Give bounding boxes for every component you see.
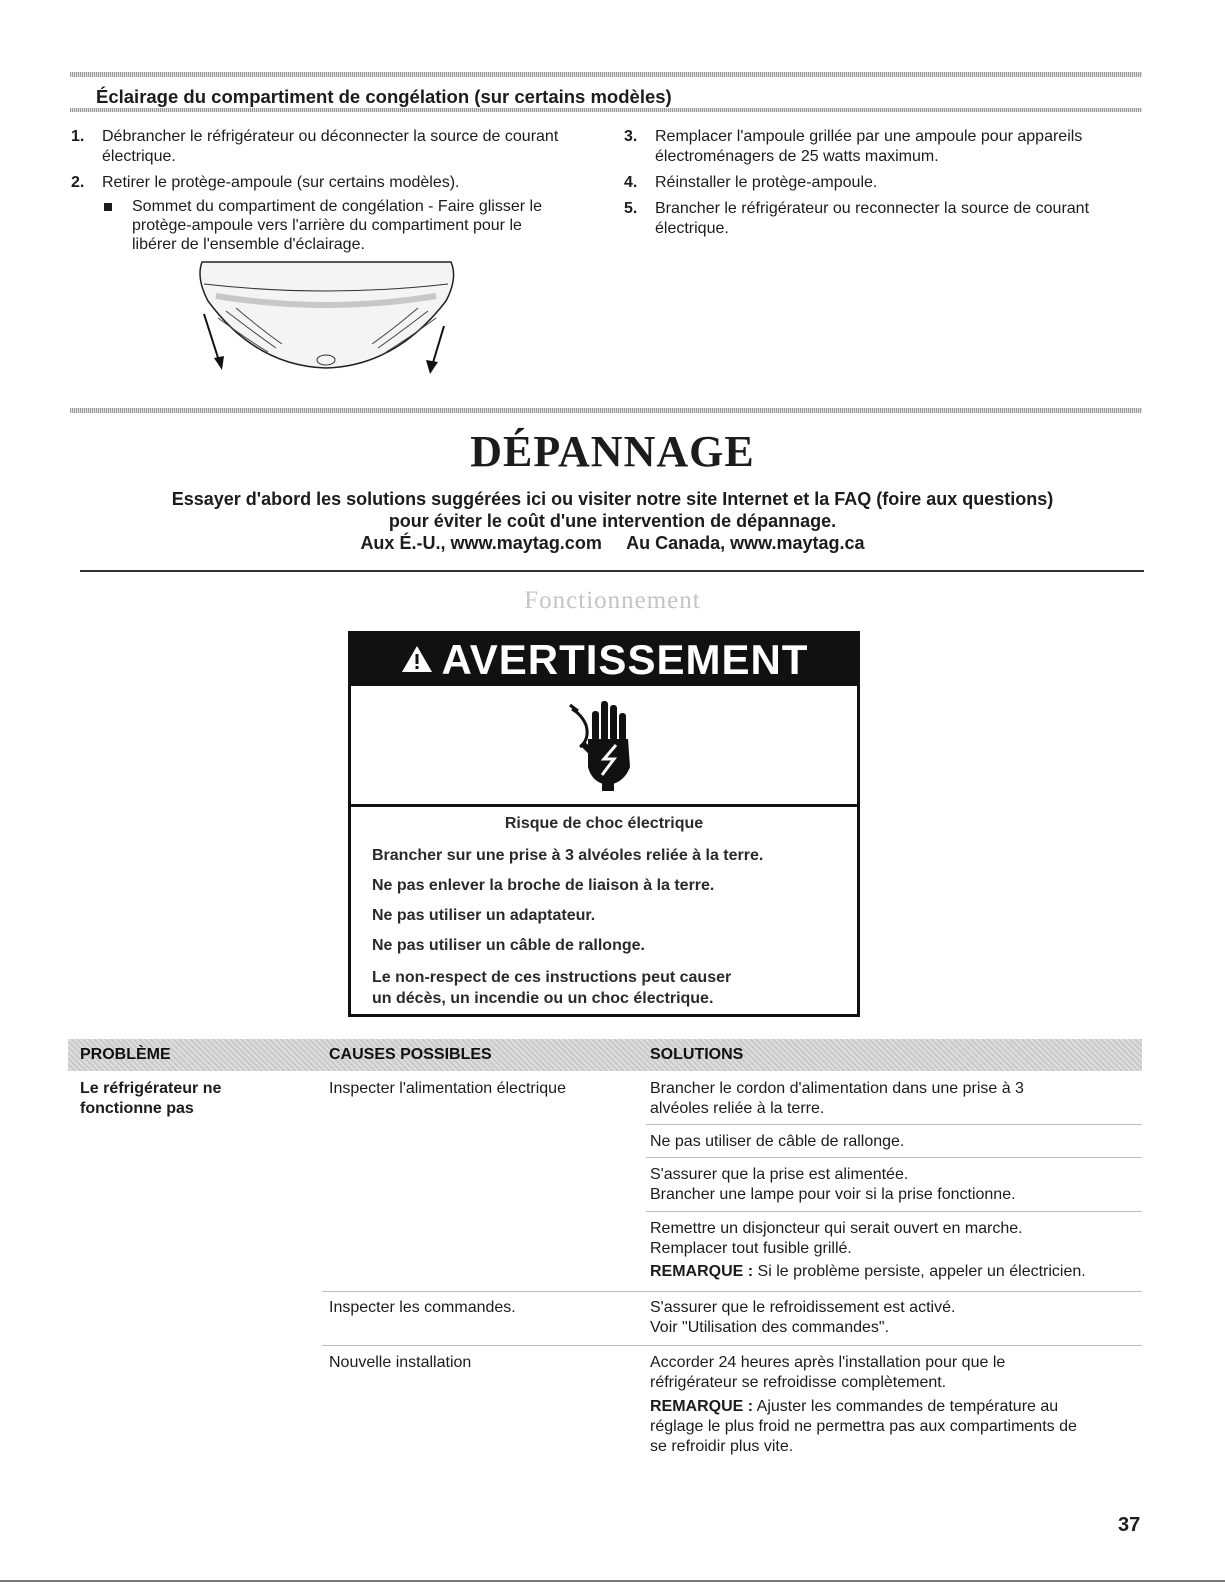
cause-cell: Inspecter les commandes.: [329, 1299, 516, 1316]
step-4: 4. Réinstaller le protège-ampoule.: [624, 174, 878, 191]
warning-line: Ne pas enlever la broche de liaison à la terre.: [372, 877, 715, 894]
step-3: 3. Remplacer l'ampoule grillée par une ampoule pour appareils électroménagers de 25 watts maximum.: [624, 128, 1083, 165]
row-divider: [322, 1291, 1142, 1292]
warning-line: Brancher sur une prise à 3 alvéoles reliée à la terre.: [372, 847, 764, 864]
bullet-item: Sommet du compartiment de congélation - Faire glisser le protège-ampoule vers l'arrière du compartiment pour le libérer de l'ensemble d'éclairage.: [71, 197, 561, 254]
cause-cell: Inspecter l'alimentation électrique: [329, 1080, 566, 1097]
header-problem: PROBLÈME: [80, 1046, 171, 1063]
solution-cell: S'assurer que le refroidissement est activé. Voir "Utilisation des commandes".: [650, 1299, 956, 1336]
light-cover-illustration: [196, 256, 458, 378]
subsection-title: Fonctionnement: [524, 587, 701, 614]
section-divider: [70, 108, 1142, 112]
problem-cell: Le réfrigérateur ne fonctionne pas: [80, 1080, 222, 1117]
header-solutions: SOLUTIONS: [650, 1046, 744, 1063]
row-divider: [646, 1124, 1142, 1125]
warning-consequence: Le non-respect de ces instructions peut causer un décès, un incendie ou un choc électrique.: [372, 969, 732, 1007]
warning-text: [351, 807, 857, 1009]
section-title: Éclairage du compartiment de congélation (sur certains modèles): [96, 86, 672, 107]
row-divider: [646, 1157, 1142, 1158]
solution-cell: Remettre un disjoncteur qui serait ouvert en marche. Remplacer tout fusible grillé. REMARQUE : Si le problème persiste, appeler un électricien.: [650, 1220, 1086, 1280]
page-number: 37: [1118, 1514, 1141, 1536]
solution-cell: Ne pas utiliser de câble de rallonge.: [650, 1133, 905, 1150]
warning-icon-area: [351, 686, 857, 807]
step-5: 5. Brancher le réfrigérateur ou reconnecter la source de courant électrique.: [624, 200, 1090, 237]
header-causes: CAUSES POSSIBLES: [329, 1046, 492, 1063]
intro-text: Essayer d'abord les solutions suggérées ici ou visiter notre site Internet et la FAQ (foire aux questions) pour éviter le coût d'une intervention de dépannage. Aux É.-U., www.maytag.com Au Canada, www.maytag.ca: [171, 489, 1054, 553]
cause-cell: Nouvelle installation: [329, 1354, 472, 1371]
warning-box: [348, 631, 860, 1017]
top-divider: [70, 72, 1142, 77]
solution-cell: Accorder 24 heures après l'installation pour que le réfrigérateur se refroidisse complètement. REMARQUE : Ajuster les commandes de température au réglage le plus froid ne permettra pas aux compartiments de se refroidir plus vite.: [650, 1354, 1077, 1455]
row-divider: [646, 1211, 1142, 1212]
middle-divider: [70, 408, 1142, 413]
table-header: [68, 1039, 1142, 1071]
steps-right: [624, 127, 1144, 245]
warning-line: Ne pas utiliser un câble de rallonge.: [372, 937, 645, 954]
warning-risk: Risque de choc électrique: [504, 815, 704, 832]
bottom-edge: [0, 1580, 1225, 1582]
warning-line: Ne pas utiliser un adaptateur.: [372, 907, 596, 924]
solution-cell: S'assurer que la prise est alimentée. Brancher une lampe pour voir si la prise fonctionne.: [650, 1166, 1016, 1203]
row-divider: [322, 1345, 1142, 1346]
electric-shock-hand-icon: [568, 695, 640, 795]
step-1: 1. Débrancher le réfrigérateur ou déconnecter la source de courant électrique.: [71, 128, 559, 165]
bullet-square: [104, 203, 112, 211]
warning-header: AVERTISSEMENT: [351, 634, 857, 686]
solid-divider: [80, 570, 1144, 572]
solution-cell: Brancher le cordon d'alimentation dans une prise à 3 alvéoles reliée à la terre.: [650, 1080, 1024, 1117]
page-title: DÉPANNAGE: [470, 427, 755, 476]
step-2: 2. Retirer le protège-ampoule (sur certains modèles). Sommet du compartiment de congélation - Faire glisser le protège-ampoule vers l'arrière du compartiment pour le libérer de l'ensemble d'éclairage.: [71, 173, 561, 254]
warning-triangle-icon: [400, 636, 434, 684]
steps-left: [71, 127, 561, 260]
